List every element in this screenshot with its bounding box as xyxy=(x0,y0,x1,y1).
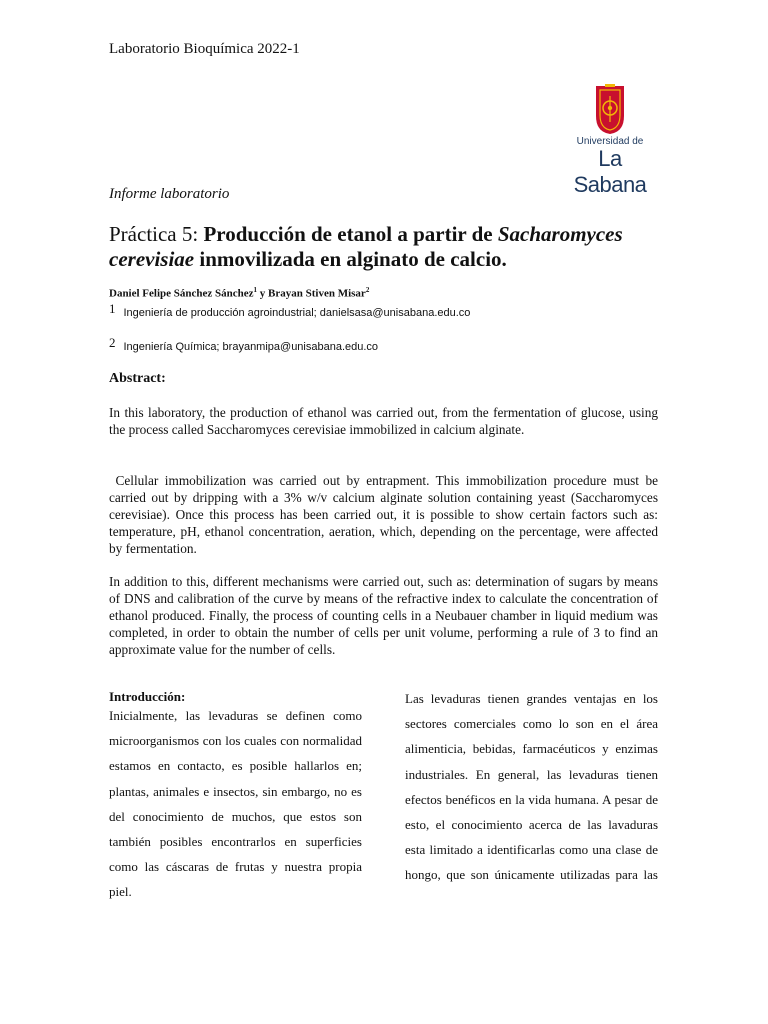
author-2: Brayan Stiven Misar xyxy=(268,287,366,300)
introduction-left-column: Inicialmente, las levaduras se definen como microorganismos con los cuales con normalidad estamos en contacto, es posible hallarlos en; plantas, animales e insectos, sin embargo, no es del conocimiento de muchos, que estos son también posibles encontrarlos en superficies como las cáscaras de frutas y nuestra propia piel. xyxy=(109,708,362,900)
affiliation-text: Ingeniería Química; brayanmipa@unisabana.edu.co xyxy=(123,341,379,353)
logo-line-2: La Sabana xyxy=(573,146,647,197)
author-connector: y xyxy=(257,287,269,300)
title-species: Sacharomyces cerevisiae xyxy=(109,222,623,271)
abstract-paragraph-2: Cellular immobilization was carried out by entrapment. This immobilization procedure must be carried out by dripping with a 3% w/v calcium alginate solution containing yeast (Saccharomyces cerevisiae). Once this process has been carried out, it is possible to show certain factors such as: temperature, pH, ethanol concentration, aeration, which, depending on the percentage, were affected by fermentation. xyxy=(109,473,662,556)
title-part-2: inmovilizada en alginato de calcio. xyxy=(194,247,507,271)
title-prefix: Práctica 5: xyxy=(109,222,204,246)
author-1-marker: 1 xyxy=(253,286,258,294)
paper-title xyxy=(109,222,669,272)
university-seal-icon xyxy=(560,82,660,136)
affiliation-number: 1 xyxy=(109,301,116,316)
abstract-heading: Abstract: xyxy=(109,371,166,386)
abstract-paragraph-3: In addition to this, different mechanisms were carried out, such as: determination of sugars by means of DNS and calibration of the curve by means of the refractive index to calculate the concentration of ethanol produced. Finally, the process of counting cells in a Neubauer chamber in liquid medium was completed, in order to obtain the number of cells per unit volume, performing a rule of 3 to find an approximate value for the number of cells. xyxy=(109,574,658,657)
abstract-paragraph-1: In this laboratory, the production of ethanol was carried out, from the fermentation of glucose, using the process called Saccharomyces cerevisiae immobilized in calcium alginate. xyxy=(109,405,658,437)
university-logo xyxy=(560,82,660,197)
author-list xyxy=(109,286,369,300)
report-type: Informe laboratorio xyxy=(109,186,230,202)
affiliation-text: Ingeniería de producción agroindustrial; danielsasa@unisabana.edu.co xyxy=(123,307,471,319)
affiliation-2 xyxy=(109,335,379,354)
affiliation-1 xyxy=(109,301,471,320)
affiliation-number: 2 xyxy=(109,335,116,350)
author-1: Daniel Felipe Sánchez Sánchez xyxy=(109,287,254,300)
running-header: Laboratorio Bioquímica 2022-1 xyxy=(109,41,300,57)
introduction-right-column: Las levaduras tienen grandes ventajas en los sectores comerciales como lo son en el área alimenticia, bebidas, farmacéuticos y enzimas industriales. En general, las levaduras tienen efectos benéficos en la vida humana. A pesar de esto, el conocimiento acerca de las lavaduras esta limitado a identificarlas como una clase de hongo, que son únicamente utilizadas para las xyxy=(405,691,658,883)
author-2-marker: 2 xyxy=(365,286,370,294)
introduction-heading: Introducción: xyxy=(109,689,186,704)
logo-line-1: Universidad de xyxy=(576,136,644,147)
title-part-1: Producción de etanol a partir de xyxy=(203,222,498,246)
